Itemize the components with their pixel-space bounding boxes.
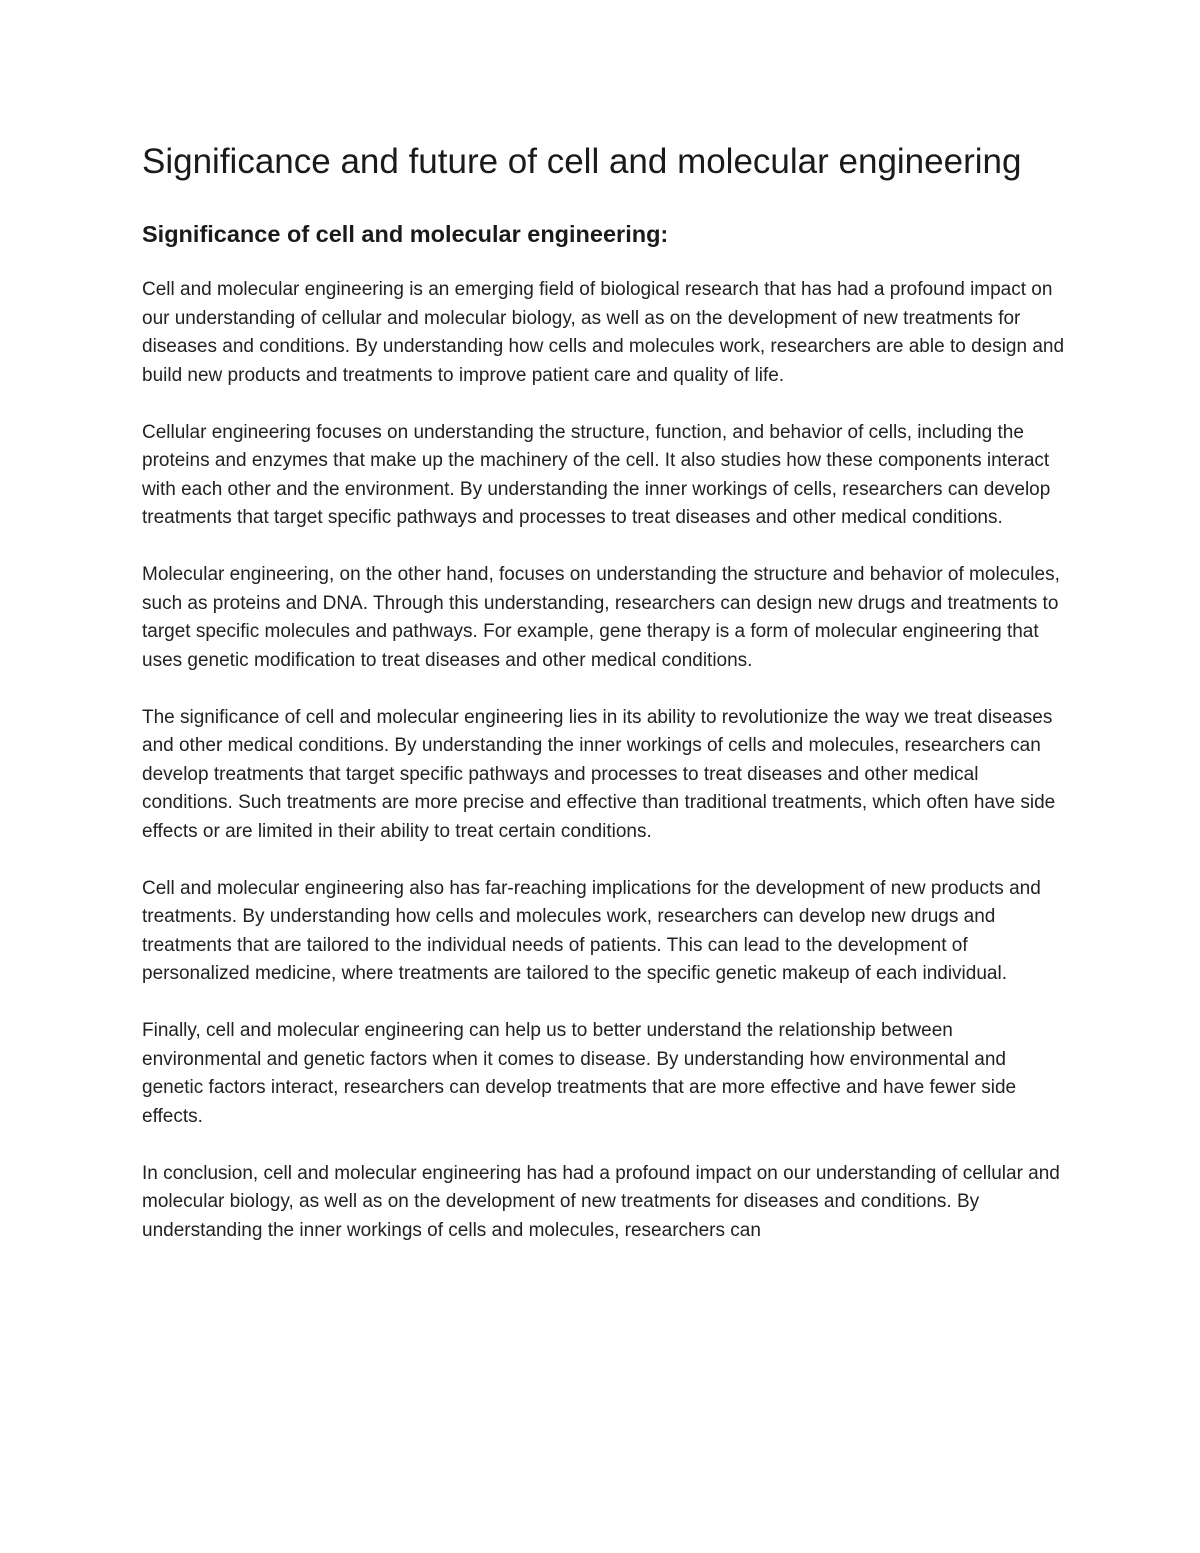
section-heading: Significance of cell and molecular engineering: — [142, 221, 669, 247]
paragraph-6: Finally, cell and molecular engineering can help us to better understand the relationship between environmental and genetic factors when it comes to disease. By understanding how environmental and genetic factors interact, researchers can develop treatments that are more effective and have fewer side effects. — [142, 1020, 1017, 1127]
paragraph-4: The significance of cell and molecular engineering lies in its ability to revolutionize the way we treat diseases and other medical conditions. By understanding the inner workings of cells and molecules, researchers can develop treatments that target specific pathways and processes to treat diseases and other medical conditions. Such treatments are more precise and effective than traditional treatments, which often have side effects or are limited in their ability to treat certain conditions. — [142, 706, 1056, 842]
paragraph-1: Cell and molecular engineering is an emerging field of biological research that has had a profound impact on our understanding of cellular and molecular biology, as well as on the development of new treatments for diseases and conditions. By understanding how cells and molecules work, researchers are able to design and build new products and treatments to improve patient care and quality of life. — [142, 279, 1065, 386]
paragraph-3: Molecular engineering, on the other hand, focuses on understanding the structure and behavior of molecules, such as proteins and DNA. Through this understanding, researchers can design new drugs and treatments to target specific molecules and pathways. For example, gene therapy is a form of molecular engineering that uses genetic modification to treat diseases and other medical conditions. — [142, 564, 1060, 671]
paragraph-7: In conclusion, cell and molecular engineering has had a profound impact on our understanding of cellular and molecular biology, as well as on the development of new treatments for diseases and conditions. By understanding the inner workings of cells and molecules, researchers can — [142, 1162, 1060, 1241]
document-title: Significance and future of cell and molecular engineering — [142, 142, 1022, 181]
paragraph-2: Cellular engineering focuses on understanding the structure, function, and behavior of cells, including the proteins and enzymes that make up the machinery of the cell. It also studies how these components interact with each other and the environment. By understanding the inner workings of cells, researchers can develop treatments that target specific pathways and processes to treat diseases and other medical conditions. — [142, 421, 1051, 528]
document-body — [142, 138, 1067, 1245]
paragraph-5: Cell and molecular engineering also has far-reaching implications for the development of new products and treatments. By understanding how cells and molecules work, researchers can develop new drugs and treatments that are tailored to the individual needs of patients. This can lead to the development of personalized medicine, where treatments are tailored to the specific genetic makeup of each individual. — [142, 877, 1041, 984]
